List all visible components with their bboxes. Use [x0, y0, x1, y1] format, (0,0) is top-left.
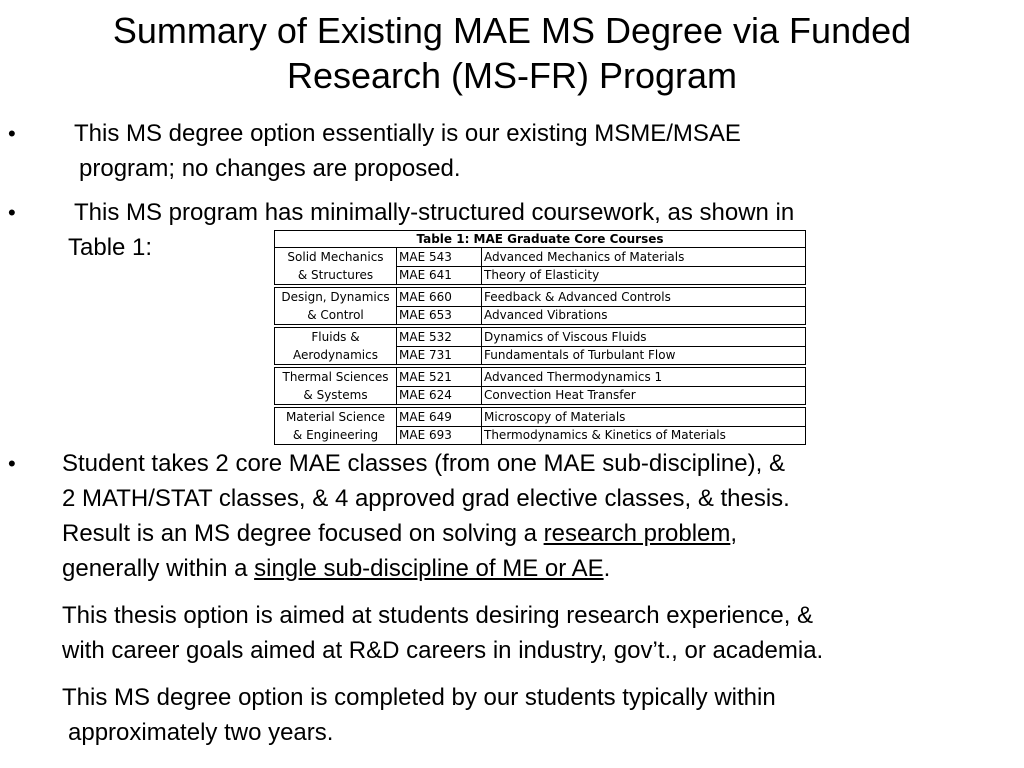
bullet-2-line-1: This MS program has minimally-structured coursework, as shown in — [74, 199, 795, 226]
table-row — [275, 248, 806, 267]
area-label-line-2: & Control — [307, 308, 364, 322]
course-title: Fundamentals of Turbulant Flow — [482, 346, 806, 365]
table-row — [275, 408, 806, 427]
slide-title-line-2: Research (MS-FR) Program — [286, 55, 738, 96]
sub-discipline-emphasis: single sub-discipline of ME or AE — [254, 555, 604, 582]
course-code: MAE 543 — [397, 248, 482, 267]
course-code: MAE 649 — [397, 408, 482, 427]
course-code: MAE 624 — [397, 386, 482, 405]
course-code: MAE 532 — [397, 328, 482, 347]
area-label-line-1: Thermal Sciences — [282, 370, 389, 384]
bullet-3-line-4 — [62, 551, 610, 586]
bullet-marker: • — [8, 451, 16, 476]
course-title: Dynamics of Viscous Fluids — [482, 328, 806, 347]
course-code: MAE 731 — [397, 346, 482, 365]
paragraph-5-line-1: This MS degree option is completed by our students typically within — [62, 684, 776, 711]
course-code: MAE 521 — [397, 368, 482, 387]
table-row — [275, 368, 806, 387]
bullet-3-line-4-text: generally within a — [62, 555, 255, 582]
area-label-line-1: Solid Mechanics — [287, 250, 384, 264]
course-title: Advanced Thermodynamics 1 — [482, 368, 806, 387]
paragraph-4-line-2: with career goals aimed at R&D careers in industry, gov’t., or academia. — [62, 637, 824, 664]
area-cell — [275, 408, 397, 445]
area-cell — [275, 248, 397, 285]
area-cell — [275, 328, 397, 365]
course-code: MAE 660 — [397, 288, 482, 307]
area-label-line-2: & Structures — [297, 268, 374, 282]
bullet-3-line-3 — [62, 516, 737, 551]
course-code: MAE 653 — [397, 306, 482, 325]
bullet-3-line-2: 2 MATH/STAT classes, & 4 approved grad elective classes, & thesis. — [62, 485, 790, 512]
area-label-line-2: & Engineering — [292, 428, 379, 442]
core-courses-table — [274, 230, 806, 445]
area-label-line-2: & Systems — [303, 388, 368, 402]
research-problem-emphasis: research problem — [543, 520, 731, 547]
paragraph-4-line-1: This thesis option is aimed at students desiring research experience, & — [62, 602, 814, 629]
area-cell — [275, 288, 397, 325]
bullet-3-line-4-tail: . — [603, 555, 611, 582]
course-title: Convection Heat Transfer — [482, 386, 806, 405]
course-code: MAE 693 — [397, 426, 482, 445]
paragraph-5-line-2: approximately two years. — [68, 719, 334, 746]
course-title: Advanced Mechanics of Materials — [482, 248, 806, 267]
bullet-3-line-3-tail: , — [730, 520, 738, 547]
bullet-marker: • — [8, 200, 16, 225]
course-title: Microscopy of Materials — [482, 408, 806, 427]
area-label-line-2: Aerodynamics — [293, 348, 378, 362]
area-label-line-1: Fluids & — [311, 330, 360, 344]
bullet-1-line-2: program; no changes are proposed. — [79, 155, 461, 182]
slide-title-line-1: Summary of Existing MAE MS Degree via Funded — [112, 10, 912, 51]
course-title: Thermodynamics & Kinetics of Materials — [482, 426, 806, 445]
bullet-marker: • — [8, 121, 16, 146]
bullet-3-line-1: Student takes 2 core MAE classes (from one MAE sub-discipline), & — [62, 450, 785, 477]
course-title: Feedback & Advanced Controls — [482, 288, 806, 307]
table-row — [275, 328, 806, 347]
course-title: Advanced Vibrations — [482, 306, 806, 325]
area-cell — [275, 368, 397, 405]
slide-title — [0, 8, 1024, 98]
table-row — [275, 288, 806, 307]
area-label-line-1: Material Science — [285, 410, 386, 424]
bullet-2-line-2: Table 1: — [68, 234, 153, 261]
table-title: Table 1: MAE Graduate Core Courses — [275, 231, 806, 248]
course-title: Theory of Elasticity — [482, 266, 806, 285]
course-code: MAE 641 — [397, 266, 482, 285]
bullet-3-line-3-text: Result is an MS degree focused on solving a — [62, 520, 544, 547]
bullet-1-line-1: This MS degree option essentially is our existing MSME/MSAE — [74, 120, 741, 147]
area-label-line-1: Design, Dynamics — [281, 290, 390, 304]
